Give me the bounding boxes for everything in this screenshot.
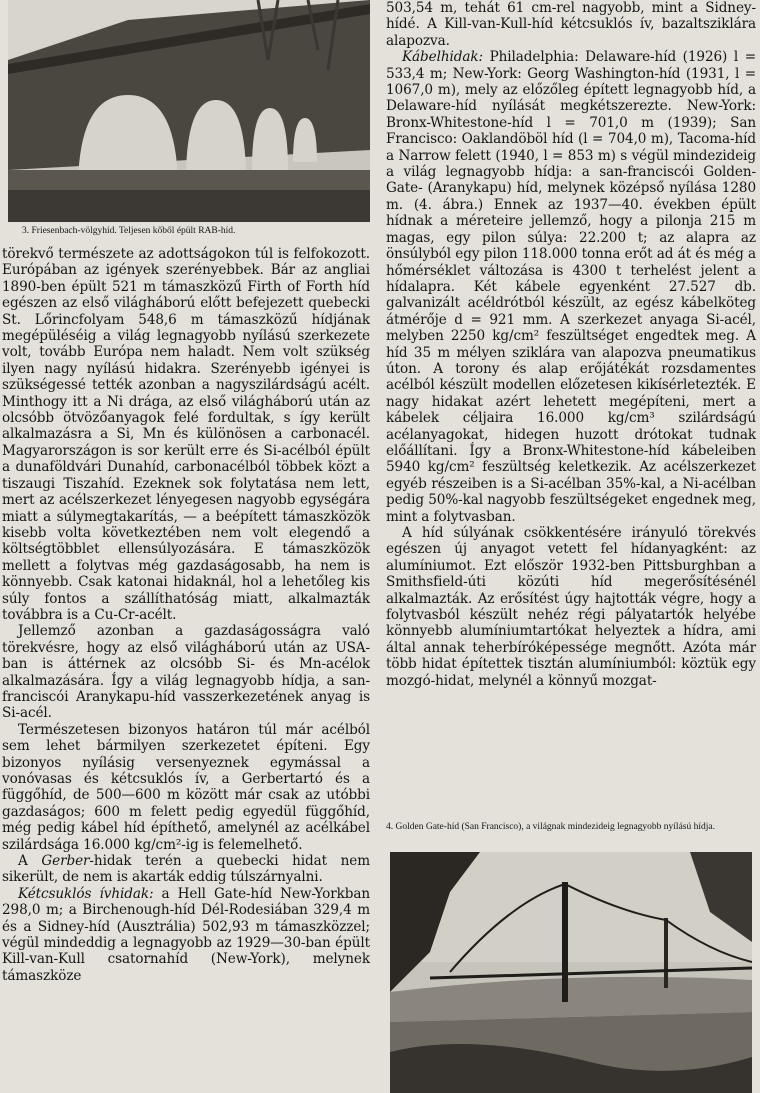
paragraph: Jellemző azonban a gazdaságosságra való törekvésre, hogy az első világháború után az USA-ban is áttérnek az olcsóbb Si- és Mn-acélok alkalmazására. Így a világ legnagyobb hídja, a san-franciscói Aranykapu-híd vasszerkezetének anyag is Si-acél. [2,623,370,722]
italic-term: Kétcsuklós ívhidak: [18,885,154,902]
paragraph: Kábelhidak: Philadelphia: Delaware-híd (1926) l = 533,4 m; New-York: Georg Washington-híd (1931, l = 1067,0 m), mely az előzőleg épített legnagyobb híd, a Delaware-híd nyílását megkétszerezte. New-York: Bronx-Whitestone-híd l = 701,0 m (1939); San Francisco: Oaklandöböl híd (l = 704,0 m), Tacoma-híd a Narrow felett (1940, l = 853 m) s végül mindezideig a világ legnagyobb hídja: a san-franciscói Golden-Gate- (Aranykapu) híd, melynek középső nyílása 1280 m. (4. ábra.) Ennek az 1937—40. években épült hídnak a méreteire jellemző, hogy a pilonja 215 m magas, egy pilon súlya: 22.200 t; az alapra az önsúlyból egy pilon 118.000 tonna erőt ad át és még a hőmérséklet változása is 4300 t terhelést jelent a hídalapra. Két kábele egyenként 27.527 db. galvanizált acéldrótból készült, az egész kábelköteg átmérője d = 921 mm. A szerkezet anyaga Si-acél, melyben 2250 kg/cm² feszültséget engedtek meg. A híd 35 m mélyen sziklára van alapozva pneumatikus úton. A torony és alap erőjátékát rozsdamentes acélból készült modellen előzetesen kikísérletezték. E nagy hidakat azért lehetett megépíteni, mert a kábelek céljaira 16.000 kg/cm³ szilárdságú acélanyagokat, hidegen huzott drótokat tudnak előállítani. Így a Bronx-Whitestone-híd kábeleiben 5940 kg/cm² feszültség keletkezik. Az acélszerkezet egyéb részeiben is a Si-acélban 35%-kal, a Ni-acélban pedig 50%-kal nagyobb feszültségeket engednek meg, mint a folytvasban. [386,49,756,525]
paragraph: A híd súlyának csökkentésére irányuló törekvés egészen új anyagot vetett fel hídanyagként: az alumíniumot. Ezt először 1932-ben Pittsburghban a Smithsfield-úti közúti híd megerősítésénél alkalmazták. Az erősítést úgy hajtották végre, hogy a folytvasból készült nehéz régi pályatartók helyébe könnyebb alumíniumtartókat helyeztek a hídra, ami által annak teherbíróképessége megnőtt. Azóta már több hidat építettek tisztán alumíniumból: köztük egy mozgó-hidat, melynél a könnyű mozgat- [386,525,756,689]
golden-gate-bridge-photo [390,852,752,1093]
friesenbach-viaduct-photo [8,0,370,222]
photo-caption-3: 3. Friesenbach-völgyhíd. Teljesen kőből épült RAB-híd. [22,226,236,236]
photo-caption-4: 4. Golden Gate-híd (San Francisco), a világnak mindezideig legnagyobb nyílású hídja. [386,822,715,832]
italic-term: Gerber [41,853,90,870]
right-body-text [386,0,756,689]
paragraph: törekvő természete az adottságokon túl is felfokozott. Európában az igények szerényebbek. Bár az angliai 1890-ben épült 521 m támaszközű Firth of Forth híd egészen az első világháború előtt befejezett quebecki St. Lőrincfolyam 548,6 m támaszközű hídjának megépüléséig a világ legnagyobb nyílású szerkezete volt, tovább Európa nem haladt. Nem volt szükség ilyen nagy nyílású hidakra. Szerényebb igényei is szükségessé tették azonban a nagyszilárdságú acélt. Minthogy itt a Ni drága, az első világháború után az olcsóbb ötvözőanyagok felé fordultak, s így került alkalmazásra a Si, Mn és különösen a carbonacél. Magyarországon is sor került erre és Si-acélból épült a dunaföldvári Dunahíd, carbonacélból többek közt a tiszaugi Tiszahíd. Ezeknek sok folytatása nem lett, mert az acélszerkezet lényegesen nagyobb egységára miatt a súlymegtakarítás, — a beépített támaszközök kisebb volta következtében nem volt elegendő a költségtöbblet ellensúlyozására. E támaszközök mellett a folytvas még gazdaságosabb, ha nem is könnyebb. Csak katonai hidaknál, hol a lehetőleg kis súly fontos a szállíthatóság miatt, alkalmazták továbbra is a Cu-Cr-acélt. [2,246,370,623]
paragraph: Természetesen bizonyos határon túl már acélból sem lehet bármilyen szerkezetet építeni. Egy bizonyos nyílásig versenyeznek egymással a vonóvasas és kétcsuklós ív, a Gerbertartó és a függőhíd, de 500—600 m között már csak az utóbbi gazdaságos; 600 m felett pedig egyedül függőhíd, még pedig kábel híd építhető, amelynél az acélkábel szilárdsága 16.000 kg/cm²-ig is felemelhető. [2,721,370,853]
paragraph: 503,54 m, tehát 61 cm-rel nagyobb, mint a Sidney-hídé. A Kill-van-Kull-híd kétcsuklós ív, bazaltsziklára alapozva. [386,0,756,49]
left-body-text [2,246,370,984]
paragraph: A Gerber-hidak terén a quebecki hidat nem sikerült, de nem is akarták eddig túlszárnyalni. [2,853,370,886]
paragraph: Kétcsuklós ívhidak: a Hell Gate-híd New-Yorkban 298,0 m; a Birchenough-híd Dél-Rodesiában 329,4 m és a Sidney-híd (Ausztrália) 502,93 m támaszközzel; végül mindeddig a legnagyobb az 1929—30-ban épült Kill-van-Kull csatornahíd (New-York), melynek támaszköze [2,885,371,984]
italic-term: Kábelhidak: [402,49,483,66]
